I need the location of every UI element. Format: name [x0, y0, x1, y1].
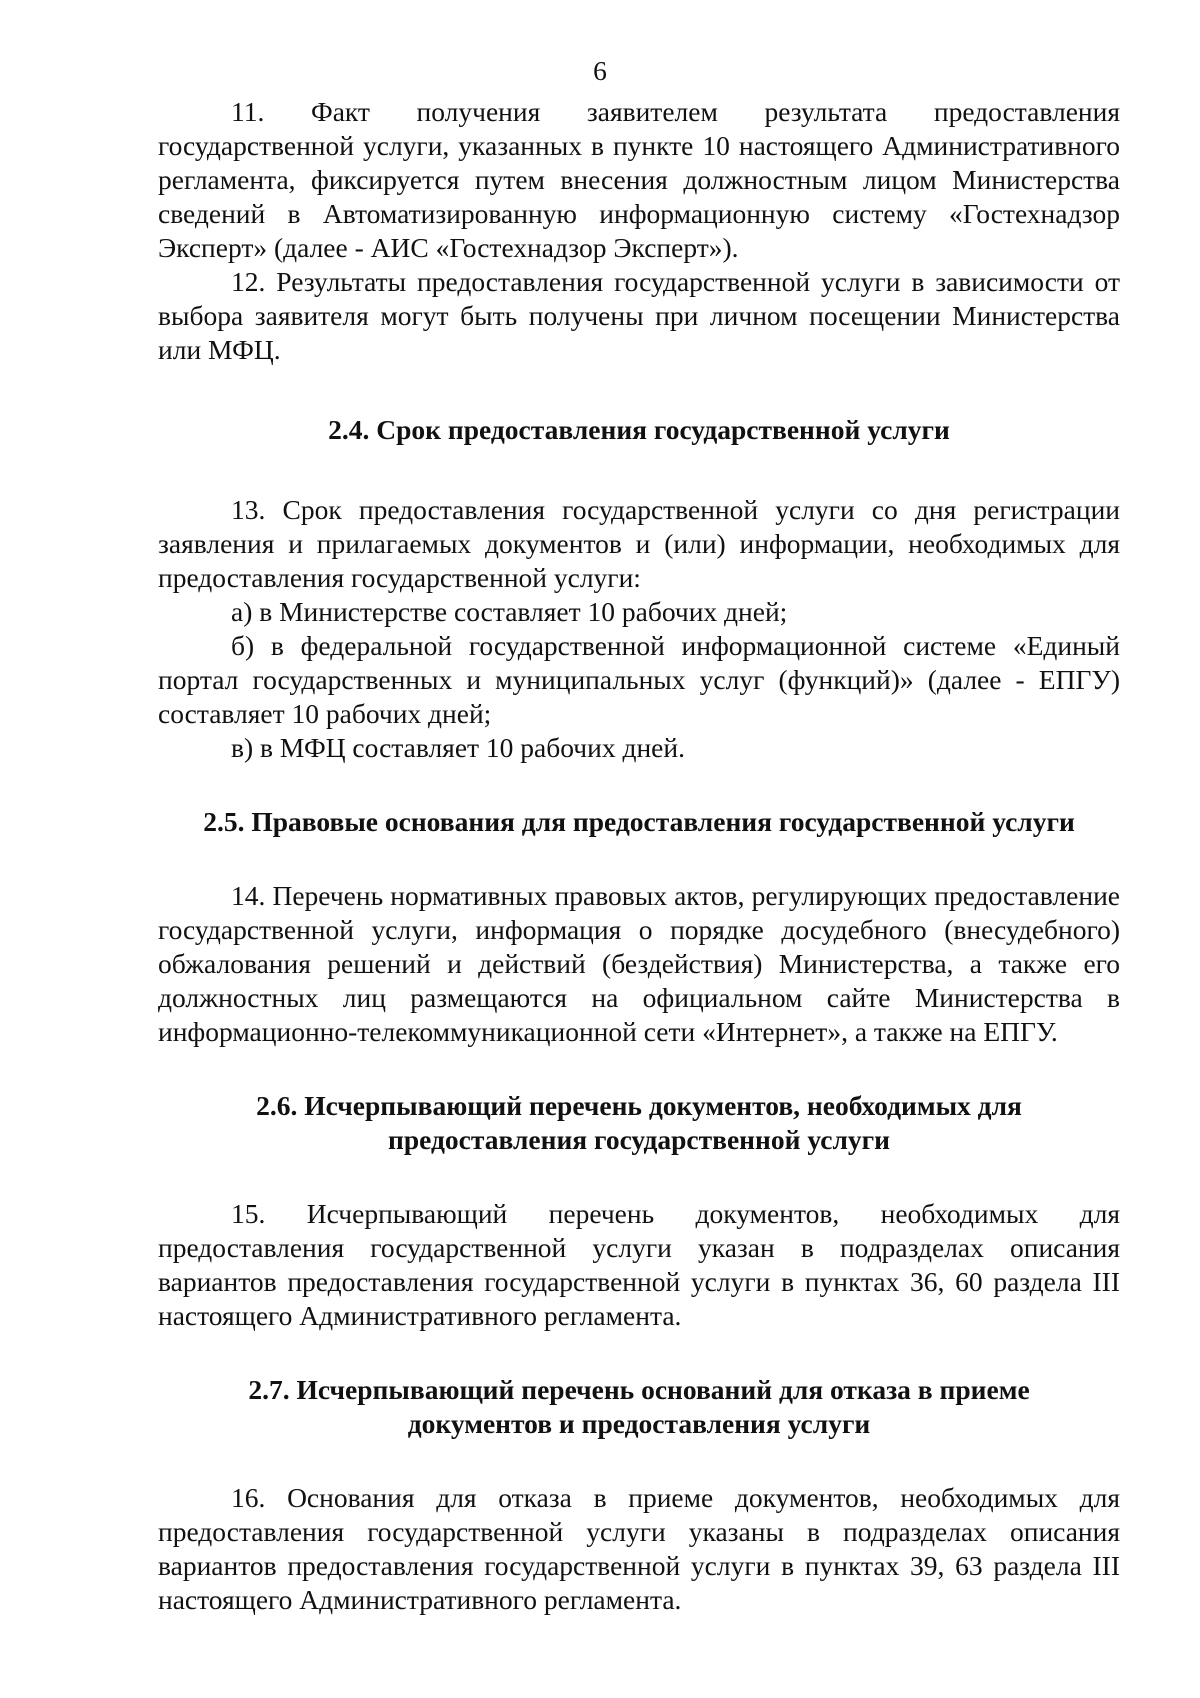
- section-heading-2-5: 2.5. Правовые основания для предоставления государственной услуги: [203, 806, 1075, 837]
- section-heading-2-6: [158, 1089, 1120, 1157]
- paragraph-13: 13. Срок предоставления государственной услуги со дня регистрации заявления и прилагаемых документов и (или) информации, необходимых для предоставления государственной услуги:: [158, 494, 1120, 593]
- section-heading-2-7-line-1: 2.7. Исчерпывающий перечень оснований для отказа в приеме: [248, 1374, 1030, 1405]
- paragraph-13-a: а) в Министерстве составляет 10 рабочих дней;: [231, 596, 788, 627]
- paragraph-15: 15. Исчерпывающий перечень документов, необходимых для предоставления государственной услуги указан в подразделах описания вариантов предоставления государственной услуги в пунктах 36, 60 раздела III настоящего Административного регламента.: [158, 1198, 1120, 1331]
- section-heading-2-7-line-2: документов и предоставления услуги: [407, 1408, 871, 1439]
- paragraph-12: 12. Результаты предоставления государственной услуги в зависимости от выбора заявителя могут быть получены при личном посещении Министерства или МФЦ.: [158, 266, 1120, 365]
- paragraph-16: 16. Основания для отказа в приеме документов, необходимых для предоставления государственной услуги указаны в подразделах описания вариантов предоставления государственной услуги в пунктах 39, 63 раздела III настоящего Административного регламента.: [158, 1482, 1120, 1615]
- page-content: [158, 95, 1120, 1617]
- paragraph-11: 11. Факт получения заявителем результата предоставления государственной услуги, указанных в пункте 10 настоящего Административного регламента, фиксируется путем внесения должностным лицом Министерства сведений в Автоматизированную информационную систему «Гостехнадзор Эксперт» (далее - АИС «Гостехнадзор Эксперт»).: [158, 96, 1120, 263]
- section-heading-2-7: [158, 1373, 1120, 1441]
- paragraph-14: 14. Перечень нормативных правовых актов, регулирующих предоставление государственной услуги, информация о порядке досудебного (внесудебного) обжалования решений и действий (бездействия) Министерства, а также его должностных лиц размещаются на официальном сайте Министерства в информационно-телекоммуникационной сети «Интернет», а также на ЕПГУ.: [158, 880, 1120, 1047]
- paragraph-13-c: в) в МФЦ составляет 10 рабочих дней.: [231, 732, 685, 763]
- paragraph-13-b: б) в федеральной государственной информационной системе «Единый портал государственных и муниципальных услуг (функций)» (далее - ЕПГУ) составляет 10 рабочих дней;: [158, 630, 1120, 729]
- section-heading-2-6-line-2: предоставления государственной услуги: [388, 1124, 890, 1155]
- section-heading-2-6-line-1: 2.6. Исчерпывающий перечень документов, необходимых для: [256, 1090, 1022, 1121]
- section-heading-2-4: 2.4. Срок предоставления государственной услуги: [328, 414, 950, 445]
- page-number: 6: [593, 55, 607, 86]
